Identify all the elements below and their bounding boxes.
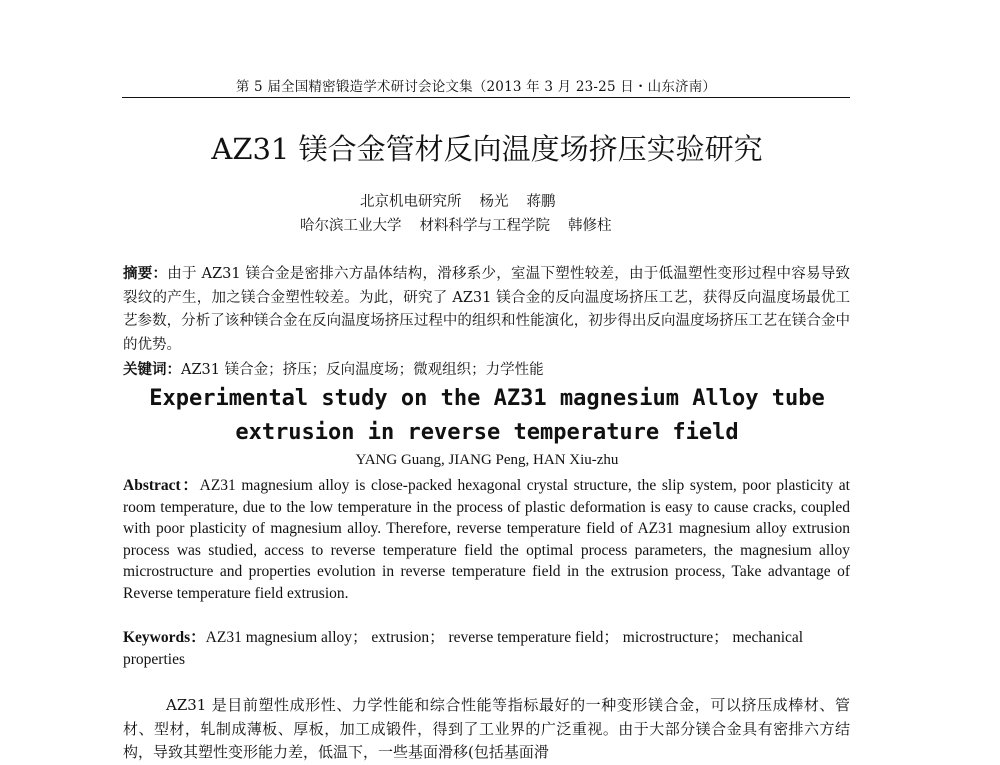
- paper-title-english-line-1: Experimental study on the AZ31 magnesium Alloy tube: [149, 386, 825, 411]
- author-name: 蒋鹏: [526, 194, 556, 210]
- keywords-english: [123, 627, 850, 671]
- abstract-text: 由于 AZ31 镁合金是密排六方晶体结构，滑移系少，室温下塑性较差，由于低温塑性变形过程中容易导致裂纹的产生，加之镁合金塑性较差。为此，研究了 AZ31 镁合金的反向温度场挤压工艺，获得反向温度场最优工艺参数，分析了该种镁合金在反向温度场挤压过程中的组织和性能演化，初步得出反向温度场挤压工艺在镁合金中的优势。: [123, 266, 851, 353]
- paper-title-english-line-2: extrusion in reverse temperature field: [235, 420, 739, 445]
- affiliation-line-1: [360, 190, 556, 211]
- keywords-chinese: [123, 358, 850, 379]
- running-header: 第 5 届全国精密锻造学术研讨会论文集（2013 年 3 月 23-25 日・山东济南）: [235, 79, 717, 95]
- body-paragraph: AZ31 是目前塑性成形性、力学性能和综合性能等指标最好的一种变形镁合金，可以挤压成棒材、管材、型材，轧制成薄板、厚板，加工成锻件，得到了工业界的广泛重视。由于大部分镁合金具有密排六方结构，导致其塑性变形能力差，低温下，一些基面滑移(包括基面滑: [123, 696, 850, 761]
- keywords-label: Keywords：: [123, 629, 206, 646]
- keywords-label: 关键词：: [123, 361, 181, 378]
- author-name: 韩修柱: [568, 218, 612, 234]
- institution-name: 哈尔滨工业大学: [300, 218, 402, 234]
- abstract-label: Abstract：: [123, 477, 200, 494]
- abstract-text: AZ31 magnesium alloy is close-packed hexagonal crystal structure, the slip system, poor plasticity at room temperature, due to the low temperature in the process of plastic deformation is easy to cause cracks, coupled with poor plasticity of magnesium alloy. Therefore, reverse temperature field of AZ31 magnesium alloy extrusion process was studied, access to reverse temperature field the optimal process parameters, the magnesium alloy microstructure and properties evolution in reverse temperature field in the extrusion process, Take advantage of Reverse temperature field extrusion.: [123, 477, 850, 602]
- keywords-text: AZ31 镁合金；挤压；反向温度场；微观组织；力学性能: [181, 362, 544, 378]
- header-rule: [122, 97, 850, 98]
- authors-english: YANG Guang, JIANG Peng, HAN Xiu-zhu: [355, 452, 619, 468]
- institution-name: 北京机电研究所: [360, 194, 462, 210]
- affiliation-line-2: [300, 214, 612, 235]
- keywords-text: AZ31 magnesium alloy； extrusion； reverse temperature field； microstructure； mechanical properties: [123, 629, 804, 668]
- abstract-english: [123, 475, 850, 604]
- paper-title-chinese: AZ31 镁合金管材反向温度场挤压实验研究: [211, 132, 763, 166]
- abstract-chinese: [123, 262, 850, 357]
- department-name: 材料科学与工程学院: [419, 218, 550, 234]
- author-name: 杨光: [479, 194, 509, 210]
- abstract-label: 摘要：: [123, 265, 168, 282]
